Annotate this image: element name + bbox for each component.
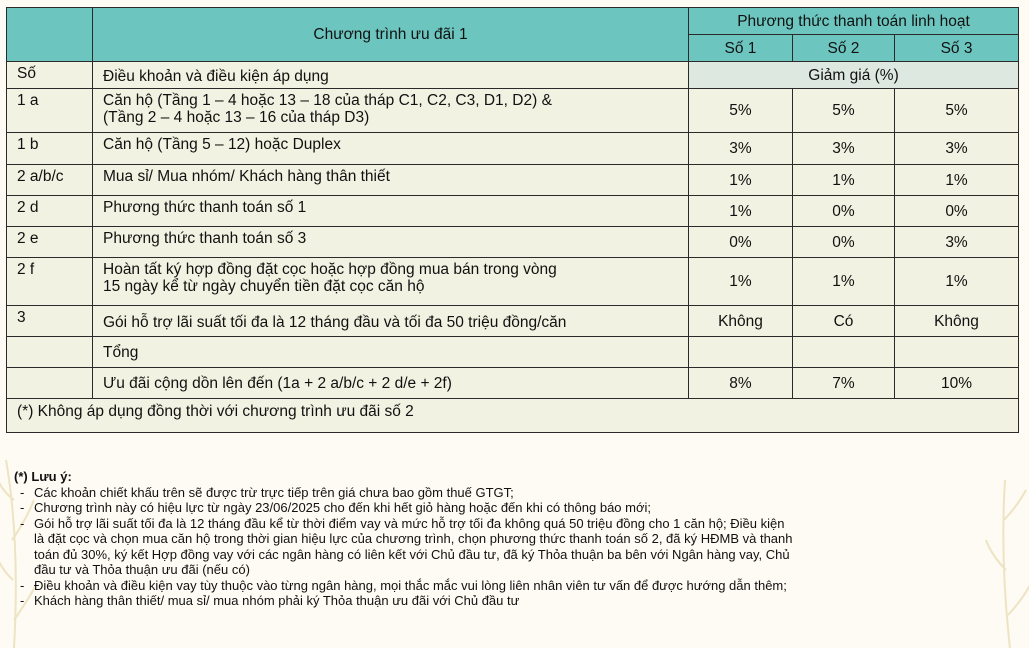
method-3-header: Số 3 <box>895 35 1019 62</box>
total-empty-cell <box>689 337 793 368</box>
col-terms-header: Điều khoản và điều kiện áp dụng <box>93 62 689 89</box>
method-1-header: Số 1 <box>689 35 793 62</box>
value-method-3: Không <box>895 306 1019 337</box>
footnote-row <box>7 399 1019 433</box>
total-empty-cell <box>895 337 1019 368</box>
note-line: đầu tư và Thỏa thuận ưu đãi (nếu có) <box>34 562 250 577</box>
value-method-2: 0% <box>793 227 895 258</box>
col-number-header: Số <box>7 62 93 89</box>
dash-bullet-icon: - <box>20 500 25 515</box>
dash-bullet-icon: - <box>20 484 25 500</box>
note-line: Chương trình này có hiệu lực từ ngày 23/06/2025 cho đến khi hết giỏ hàng hoặc đến khi có thông báo mới; <box>34 500 652 515</box>
value-method-2: Có <box>793 306 895 337</box>
row-number: 2 a/b/c <box>7 165 93 196</box>
value-method-2: 1% <box>793 165 895 196</box>
row-number: 3 <box>7 306 93 337</box>
method-2-header: Số 2 <box>793 35 895 62</box>
row-term-line: Căn hộ (Tầng 5 – 12) hoặc Duplex <box>103 136 341 153</box>
list-item <box>14 516 1020 578</box>
row-number: 1 a <box>7 89 93 133</box>
total-empty-cell <box>7 337 93 368</box>
row-number: 2 e <box>7 227 93 258</box>
cumulative-method-3: 10% <box>895 368 1019 399</box>
value-method-1: 5% <box>689 89 793 133</box>
value-method-2: 3% <box>793 133 895 165</box>
value-method-3: 3% <box>895 133 1019 165</box>
cumulative-method-2: 7% <box>793 368 895 399</box>
table-row <box>7 133 1019 165</box>
notes-title: (*) Lưu ý: <box>14 469 72 484</box>
table-row <box>7 89 1019 133</box>
table-row <box>7 196 1019 227</box>
table-row <box>7 258 1019 306</box>
note-line: Khách hàng thân thiết/ mua sỉ/ mua nhóm phải ký Thỏa thuận ưu đãi với Chủ đầu tư <box>34 593 520 608</box>
total-row <box>7 337 1019 368</box>
row-number: 2 d <box>7 196 93 227</box>
footnote: (*) Không áp dụng đồng thời với chương trình ưu đãi số 2 <box>7 399 1019 433</box>
value-method-2: 5% <box>793 89 895 133</box>
list-item <box>14 593 1020 609</box>
table-row <box>7 227 1019 258</box>
note-line: Điều khoản và điều kiện vay tùy thuộc vào từng ngân hàng, mọi thắc mắc vui lòng liên nhân viên tư vấn để được hướng dẫn thêm; <box>34 577 787 593</box>
table-row <box>7 165 1019 196</box>
cumulative-empty-cell <box>7 368 93 399</box>
list-item <box>14 485 1020 501</box>
notes-section <box>14 469 1020 609</box>
cumulative-row <box>7 368 1019 399</box>
value-method-1: 1% <box>689 165 793 196</box>
value-method-2: 0% <box>793 196 895 227</box>
row-term-line: Gói hỗ trợ lãi suất tối đa là 12 tháng đầu và tối đa 50 triệu đồng/căn <box>103 314 567 331</box>
promotion-table <box>6 7 1019 433</box>
value-method-3: 1% <box>895 165 1019 196</box>
value-method-1: 3% <box>689 133 793 165</box>
note-line: toán đủ 30%, ký kết Hợp đồng vay với các ngân hàng có liên kết với Chủ đầu tư, đã ký Thỏa thuận ba bên với Ngân hàng vay, Chủ <box>34 546 790 562</box>
note-line: là đặt cọc và chọn mua căn hộ trong thời gian hiệu lực của chương trình, chọn phương thức thanh toán số 2, đã ký HĐMB và thanh <box>34 531 793 546</box>
row-term-line: Hoàn tất ký hợp đồng đặt cọc hoặc hợp đồng mua bán trong vòng <box>103 261 557 278</box>
value-method-1: Không <box>689 306 793 337</box>
row-term-line: 15 ngày kể từ ngày chuyển tiền đặt cọc căn hộ <box>103 278 425 295</box>
note-line: Các khoản chiết khấu trên sẽ được trừ trực tiếp trên giá chưa bao gồm thuế GTGT; <box>34 484 514 500</box>
dash-bullet-icon: - <box>20 515 25 531</box>
value-method-1: 1% <box>689 196 793 227</box>
row-number: 1 b <box>7 133 93 165</box>
value-method-3: 3% <box>895 227 1019 258</box>
table-row <box>7 306 1019 337</box>
row-term <box>93 306 689 337</box>
row-term-line: Phương thức thanh toán số 3 <box>103 230 307 247</box>
payment-methods-title: Phương thức thanh toán linh hoạt <box>689 8 1019 35</box>
row-term-line: Phương thức thanh toán số 1 <box>103 199 307 216</box>
value-method-3: 1% <box>895 258 1019 306</box>
value-method-3: 5% <box>895 89 1019 133</box>
discount-header: Giảm giá (%) <box>689 62 1019 89</box>
list-item <box>14 578 1020 594</box>
program-title: Chương trình ưu đãi 1 <box>93 8 689 62</box>
row-term <box>93 89 689 133</box>
value-method-1: 0% <box>689 227 793 258</box>
cumulative-label: Ưu đãi cộng dồn lên đến (1a + 2 a/b/c + 2 d/e + 2f) <box>93 368 689 399</box>
dash-bullet-icon: - <box>20 577 25 593</box>
value-method-2: 1% <box>793 258 895 306</box>
row-term <box>93 133 689 165</box>
row-term <box>93 258 689 306</box>
total-label: Tổng <box>93 337 689 368</box>
value-method-1: 1% <box>689 258 793 306</box>
row-term-line: Căn hộ (Tầng 1 – 4 hoặc 13 – 18 của tháp C1, C2, C3, D1, D2) & <box>103 92 552 109</box>
row-term <box>93 227 689 258</box>
header-row <box>7 8 1019 35</box>
row-term-line: (Tầng 2 – 4 hoặc 13 – 16 của tháp D3) <box>103 109 370 126</box>
row-number: 2 f <box>7 258 93 306</box>
row-term-line: Mua sỉ/ Mua nhóm/ Khách hàng thân thiết <box>103 168 390 185</box>
note-line: Gói hỗ trợ lãi suất tối đa là 12 tháng đầu kể từ thời điểm vay và mức hỗ trợ tối đa không quá 50 triệu đồng cho 1 căn hộ; Điều kiện <box>34 515 785 531</box>
list-item <box>14 500 1020 516</box>
header-corner-cell <box>7 8 93 62</box>
row-term <box>93 196 689 227</box>
dash-bullet-icon: - <box>20 593 25 608</box>
row-term <box>93 165 689 196</box>
cumulative-method-1: 8% <box>689 368 793 399</box>
subheader-row <box>7 62 1019 89</box>
total-empty-cell <box>793 337 895 368</box>
notes-list <box>14 485 1020 609</box>
value-method-3: 0% <box>895 196 1019 227</box>
